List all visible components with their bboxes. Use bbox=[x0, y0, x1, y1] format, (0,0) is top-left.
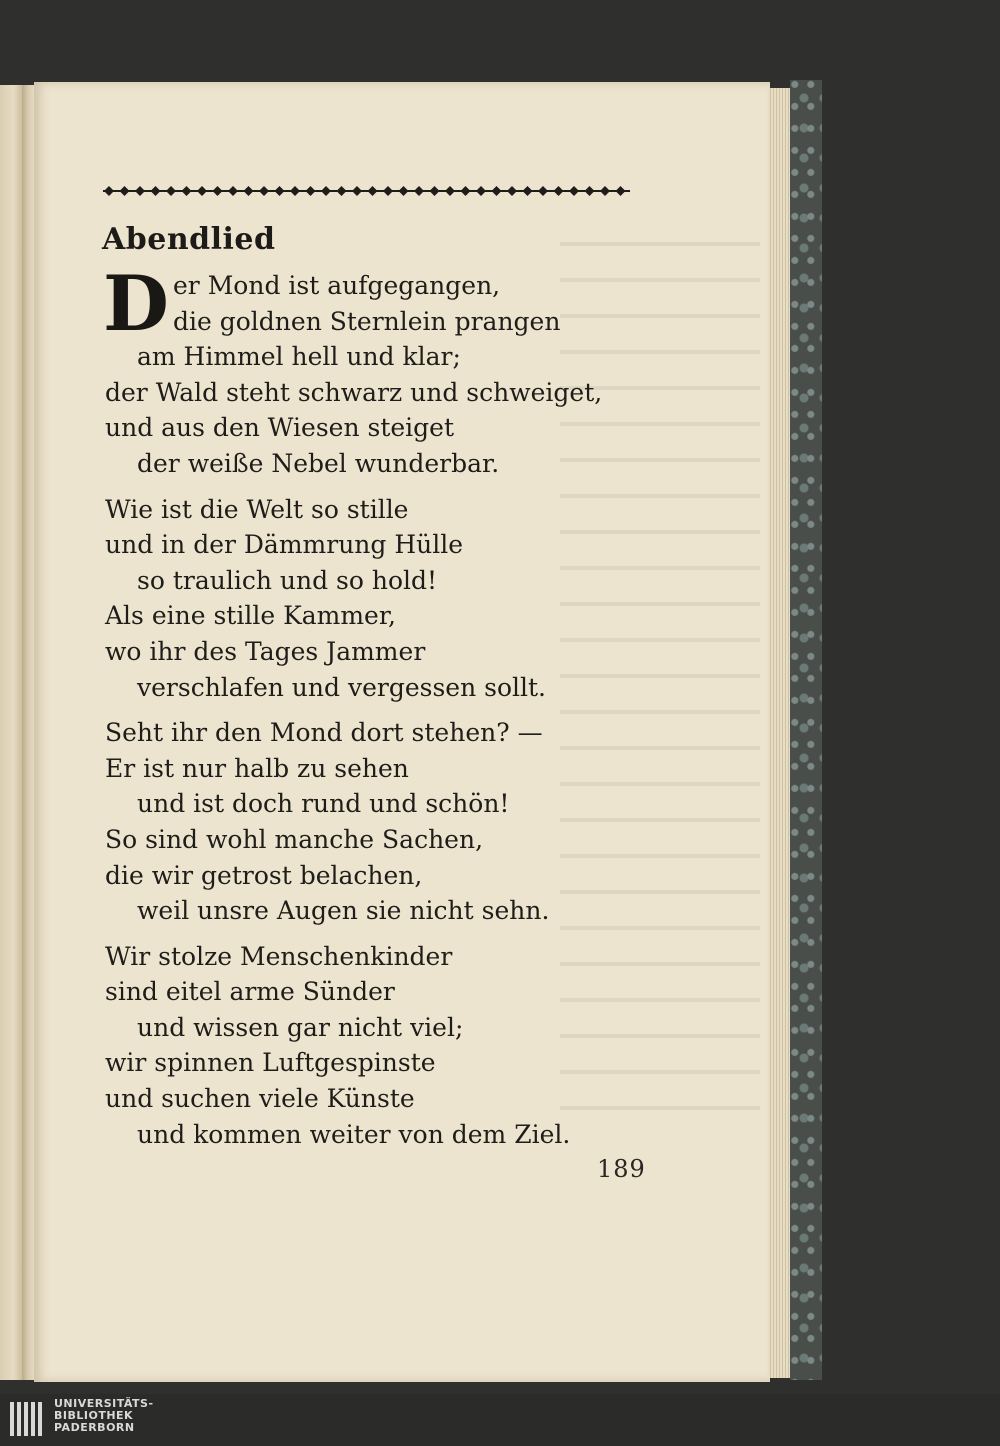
rule-diamond bbox=[352, 186, 362, 196]
rule-diamond bbox=[600, 186, 610, 196]
verse-line: und kommen weiter von dem Ziel. bbox=[137, 1119, 571, 1149]
verse-line: weil unsre Augen sie nicht sehn. bbox=[137, 896, 550, 926]
verse-line: sind eitel arme Sünder bbox=[105, 977, 395, 1007]
left-page-edge bbox=[0, 85, 23, 1380]
rule-diamond bbox=[538, 186, 548, 196]
page-number: 189 bbox=[597, 1155, 646, 1183]
library-logo-icon bbox=[8, 1398, 48, 1442]
rule-diamond bbox=[430, 186, 440, 196]
library-logo-line: UNIVERSITÄTS- bbox=[54, 1397, 154, 1410]
rule-diamond bbox=[414, 186, 424, 196]
rule-diamond bbox=[135, 186, 145, 196]
library-logo-line: BIBLIOTHEK bbox=[54, 1409, 134, 1422]
verse-line: und in der Dämmrung Hülle bbox=[105, 530, 464, 560]
verse-line: Er ist nur halb zu sehen bbox=[105, 753, 409, 783]
rule-diamond bbox=[399, 186, 409, 196]
verse-line: der Wald steht schwarz und schweiget, bbox=[105, 377, 603, 407]
verse-line: die goldnen Sternlein prangen bbox=[173, 306, 561, 336]
stanza-1 bbox=[103, 259, 705, 482]
verse-line: wo ihr des Tages Jammer bbox=[105, 636, 426, 666]
rule-diamond bbox=[492, 186, 502, 196]
poem-title: Abendlied bbox=[102, 222, 276, 257]
library-logo-text bbox=[54, 1398, 154, 1434]
rule-diamond bbox=[120, 186, 130, 196]
stanza-2 bbox=[105, 492, 705, 706]
verse-line: Seht ihr den Mond dort stehen? — bbox=[105, 718, 543, 748]
verse-line: am Himmel hell und klar; bbox=[137, 342, 461, 372]
library-logo-line: PADERBORN bbox=[54, 1421, 135, 1434]
rule-diamond bbox=[507, 186, 517, 196]
verse-line: wir spinnen Luftgespinste bbox=[105, 1048, 436, 1078]
rule-diamond bbox=[197, 186, 207, 196]
ornamental-rule bbox=[103, 183, 630, 199]
rule-diamond bbox=[244, 186, 254, 196]
poem-body bbox=[103, 259, 705, 1162]
verse-line: und ist doch rund und schön! bbox=[137, 789, 510, 819]
rule-diamond bbox=[616, 186, 626, 196]
verse-line: und wissen gar nicht viel; bbox=[137, 1012, 464, 1042]
rule-diamond bbox=[228, 186, 238, 196]
rule-diamond bbox=[445, 186, 455, 196]
verse-line: und suchen viele Künste bbox=[105, 1084, 415, 1114]
verse-line: Wie ist die Welt so stille bbox=[105, 494, 409, 524]
rule-diamond bbox=[306, 186, 316, 196]
verse-line: verschlafen und vergessen sollt. bbox=[137, 672, 546, 702]
verse-line: die wir getrost belachen, bbox=[105, 860, 423, 890]
rule-diamond bbox=[569, 186, 579, 196]
rule-diamond bbox=[337, 186, 347, 196]
rule-diamond bbox=[213, 186, 223, 196]
rule-diamond bbox=[182, 186, 192, 196]
rule-diamond bbox=[523, 186, 533, 196]
verse-line: und aus den Wiesen steiget bbox=[105, 413, 455, 443]
verse-line: der weiße Nebel wunderbar. bbox=[137, 448, 500, 478]
drop-cap: D bbox=[103, 259, 169, 348]
verse-line: so traulich und so hold! bbox=[137, 565, 438, 595]
rule-diamond bbox=[476, 186, 486, 196]
rule-diamond bbox=[383, 186, 393, 196]
stanza-4 bbox=[105, 939, 705, 1153]
rule-diamond bbox=[275, 186, 285, 196]
stanza-3 bbox=[105, 715, 705, 929]
rule-diamond bbox=[166, 186, 176, 196]
rule-diamond bbox=[368, 186, 378, 196]
rule-diamond bbox=[290, 186, 300, 196]
verse-line: Wir stolze Menschenkinder bbox=[105, 941, 453, 971]
verse-line: er Mond ist aufgegangen, bbox=[173, 271, 501, 300]
rule-diamond bbox=[151, 186, 161, 196]
rule-diamond bbox=[104, 186, 114, 196]
page-stack-edge bbox=[768, 88, 790, 1378]
rule-diamond bbox=[585, 186, 595, 196]
rule-diamond bbox=[321, 186, 331, 196]
book-cover-edge bbox=[790, 80, 822, 1380]
verse-line: Als eine stille Kammer, bbox=[105, 601, 397, 631]
rule-diamond bbox=[554, 186, 564, 196]
verse-line: So sind wohl manche Sachen, bbox=[105, 824, 484, 854]
rule-diamond bbox=[259, 186, 269, 196]
rule-diamond bbox=[461, 186, 471, 196]
